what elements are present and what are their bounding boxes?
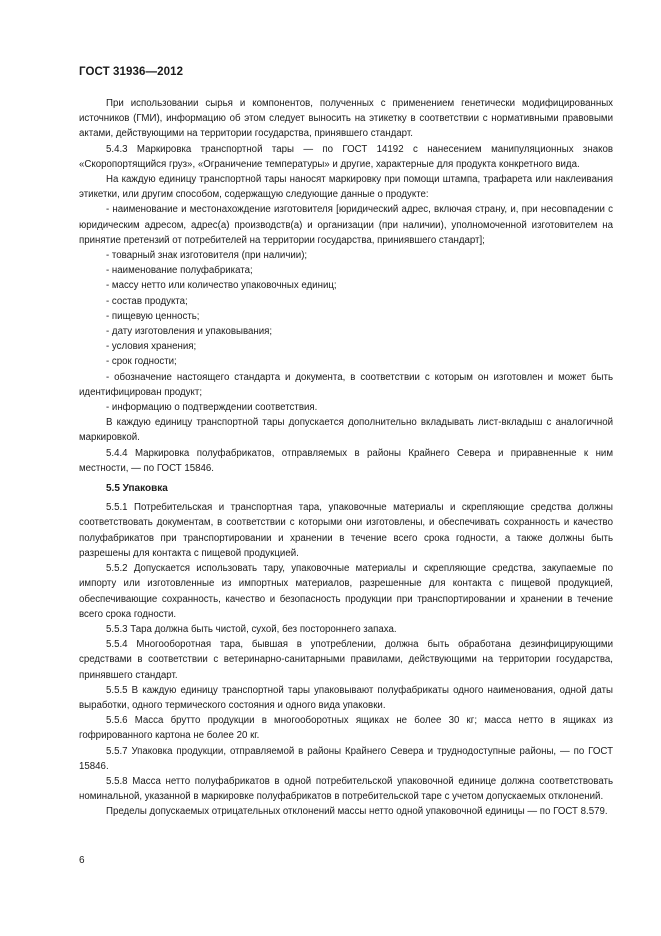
paragraph: В каждую единицу транспортной тары допускается дополнительно вкладывать лист-вкладыш с аналогичной маркировкой. [79,417,613,444]
paragraph: На каждую единицу транспортной тары наносят маркировку при помощи штампа, трафарета или наклеивания этикетки, или другим способом, содержащую следующие данные о продукте: [79,174,613,201]
section-heading: 5.5 Упаковка [106,483,168,495]
list-item: - наименование полуфабриката; [106,265,253,277]
paragraph: 5.5.4 Многооборотная тара, бывшая в употреблении, должна быть обработана дезинфицирующими средствами в соответствии с ветеринарно-санитарными правилами, действующими на территории государства, принявшего стандарт. [79,639,613,681]
paragraph: При использовании сырья и компонентов, полученных с применением генетически модифицированных источников (ГМИ), информацию об этом следует выносить на этикетку в соответствии с нормативными правовыми актами, действующими на территории государства, принявшего стандарт. [79,98,613,140]
list-item: - обозначение настоящего стандарта и документа, в соответствии с которым он изготовлен и может быть идентифицирован продукт; [79,371,613,398]
document-code-header: ГОСТ 31936—2012 [79,66,184,78]
paragraph: 5.4.4 Маркировка полуфабрикатов, отправляемых в районы Крайнего Севера и приравненные к ним местности, — по ГОСТ 15846. [79,447,613,474]
list-item: - дату изготовления и упаковывания; [106,326,273,338]
list-item: - срок годности; [106,356,177,368]
paragraph: 5.5.6 Масса брутто продукции в многооборотных ящиках не более 30 кг; масса нетто в ящиках из гофрированного картона не более 20 кг. [79,715,613,742]
paragraph: Пределы допускаемых отрицательных отклонений массы нетто одной упаковочной единицы — по ГОСТ 8.579. [106,806,608,818]
list-item: - массу нетто или количество упаковочных единиц; [106,280,337,292]
paragraph: 5.5.7 Упаковка продукции, отправляемой в районы Крайнего Севера и труднодоступные районы, — по ГОСТ 15846. [79,745,613,772]
list-item: - условия хранения; [106,341,197,353]
document-body [79,96,613,820]
list-item: - состав продукта; [106,295,188,307]
page-number: 6 [79,855,85,866]
paragraph: 5.5.5 В каждую единицу транспортной тары упаковывают полуфабрикаты одного наименования, одной даты выработки, одного термического состояния и одного вида упаковки. [79,684,613,711]
paragraph: 5.5.8 Масса нетто полуфабрикатов в одной потребительской упаковочной единице должна соответствовать номинальной, указанной в маркировке полуфабрикатов в потребительской таре с учетом допускаемых отклонений. [79,775,613,803]
list-item: - информацию о подтверждении соответствия. [106,402,318,414]
list-item: - пищевую ценность; [106,310,200,322]
list-item: - наименование и местонахождение изготовителя [юридический адрес, включая страну, и, при несовпадении с юридическим адресом, адрес(а) производств(а) и организации (при наличии), уполномоченной изготовителем на принятие претензий от потребителей на территории государства, приниявшего стандарт]; [79,204,613,246]
paragraph: 5.4.3 Маркировка транспортной тары — по ГОСТ 14192 с нанесением манипуляционных знаков «Скоропортящийся груз», «Ограничение температуры» и другие, характерные для продукта конкретного вида. [79,143,613,170]
paragraph: 5.5.3 Тара должна быть чистой, сухой, без постороннего запаха. [106,623,397,635]
paragraph: 5.5.1 Потребительская и транспортная тара, упаковочные материалы и скрепляющие средства должны соответствовать документам, в соответствии с которыми они изготовлены, и обеспечивать сохранность и качество полуфабрикатов при транспортировании и хранении в течение всего срока годности, а также должны быть разрешены для контакта с пищевой продукцией. [79,502,613,559]
list-item: - товарный знак изготовителя (при наличии); [106,250,308,262]
paragraph: 5.5.2 Допускается использовать тару, упаковочные материалы и скрепляющие средства, закупаемые по импорту или изготовленные из импортных материалов, разрешенные для контакта с пищевой продукцией, обеспечивающие сохранность, качество и безопасность продукции при транспортировании и хранении в течение всего срока годности. [79,563,613,620]
